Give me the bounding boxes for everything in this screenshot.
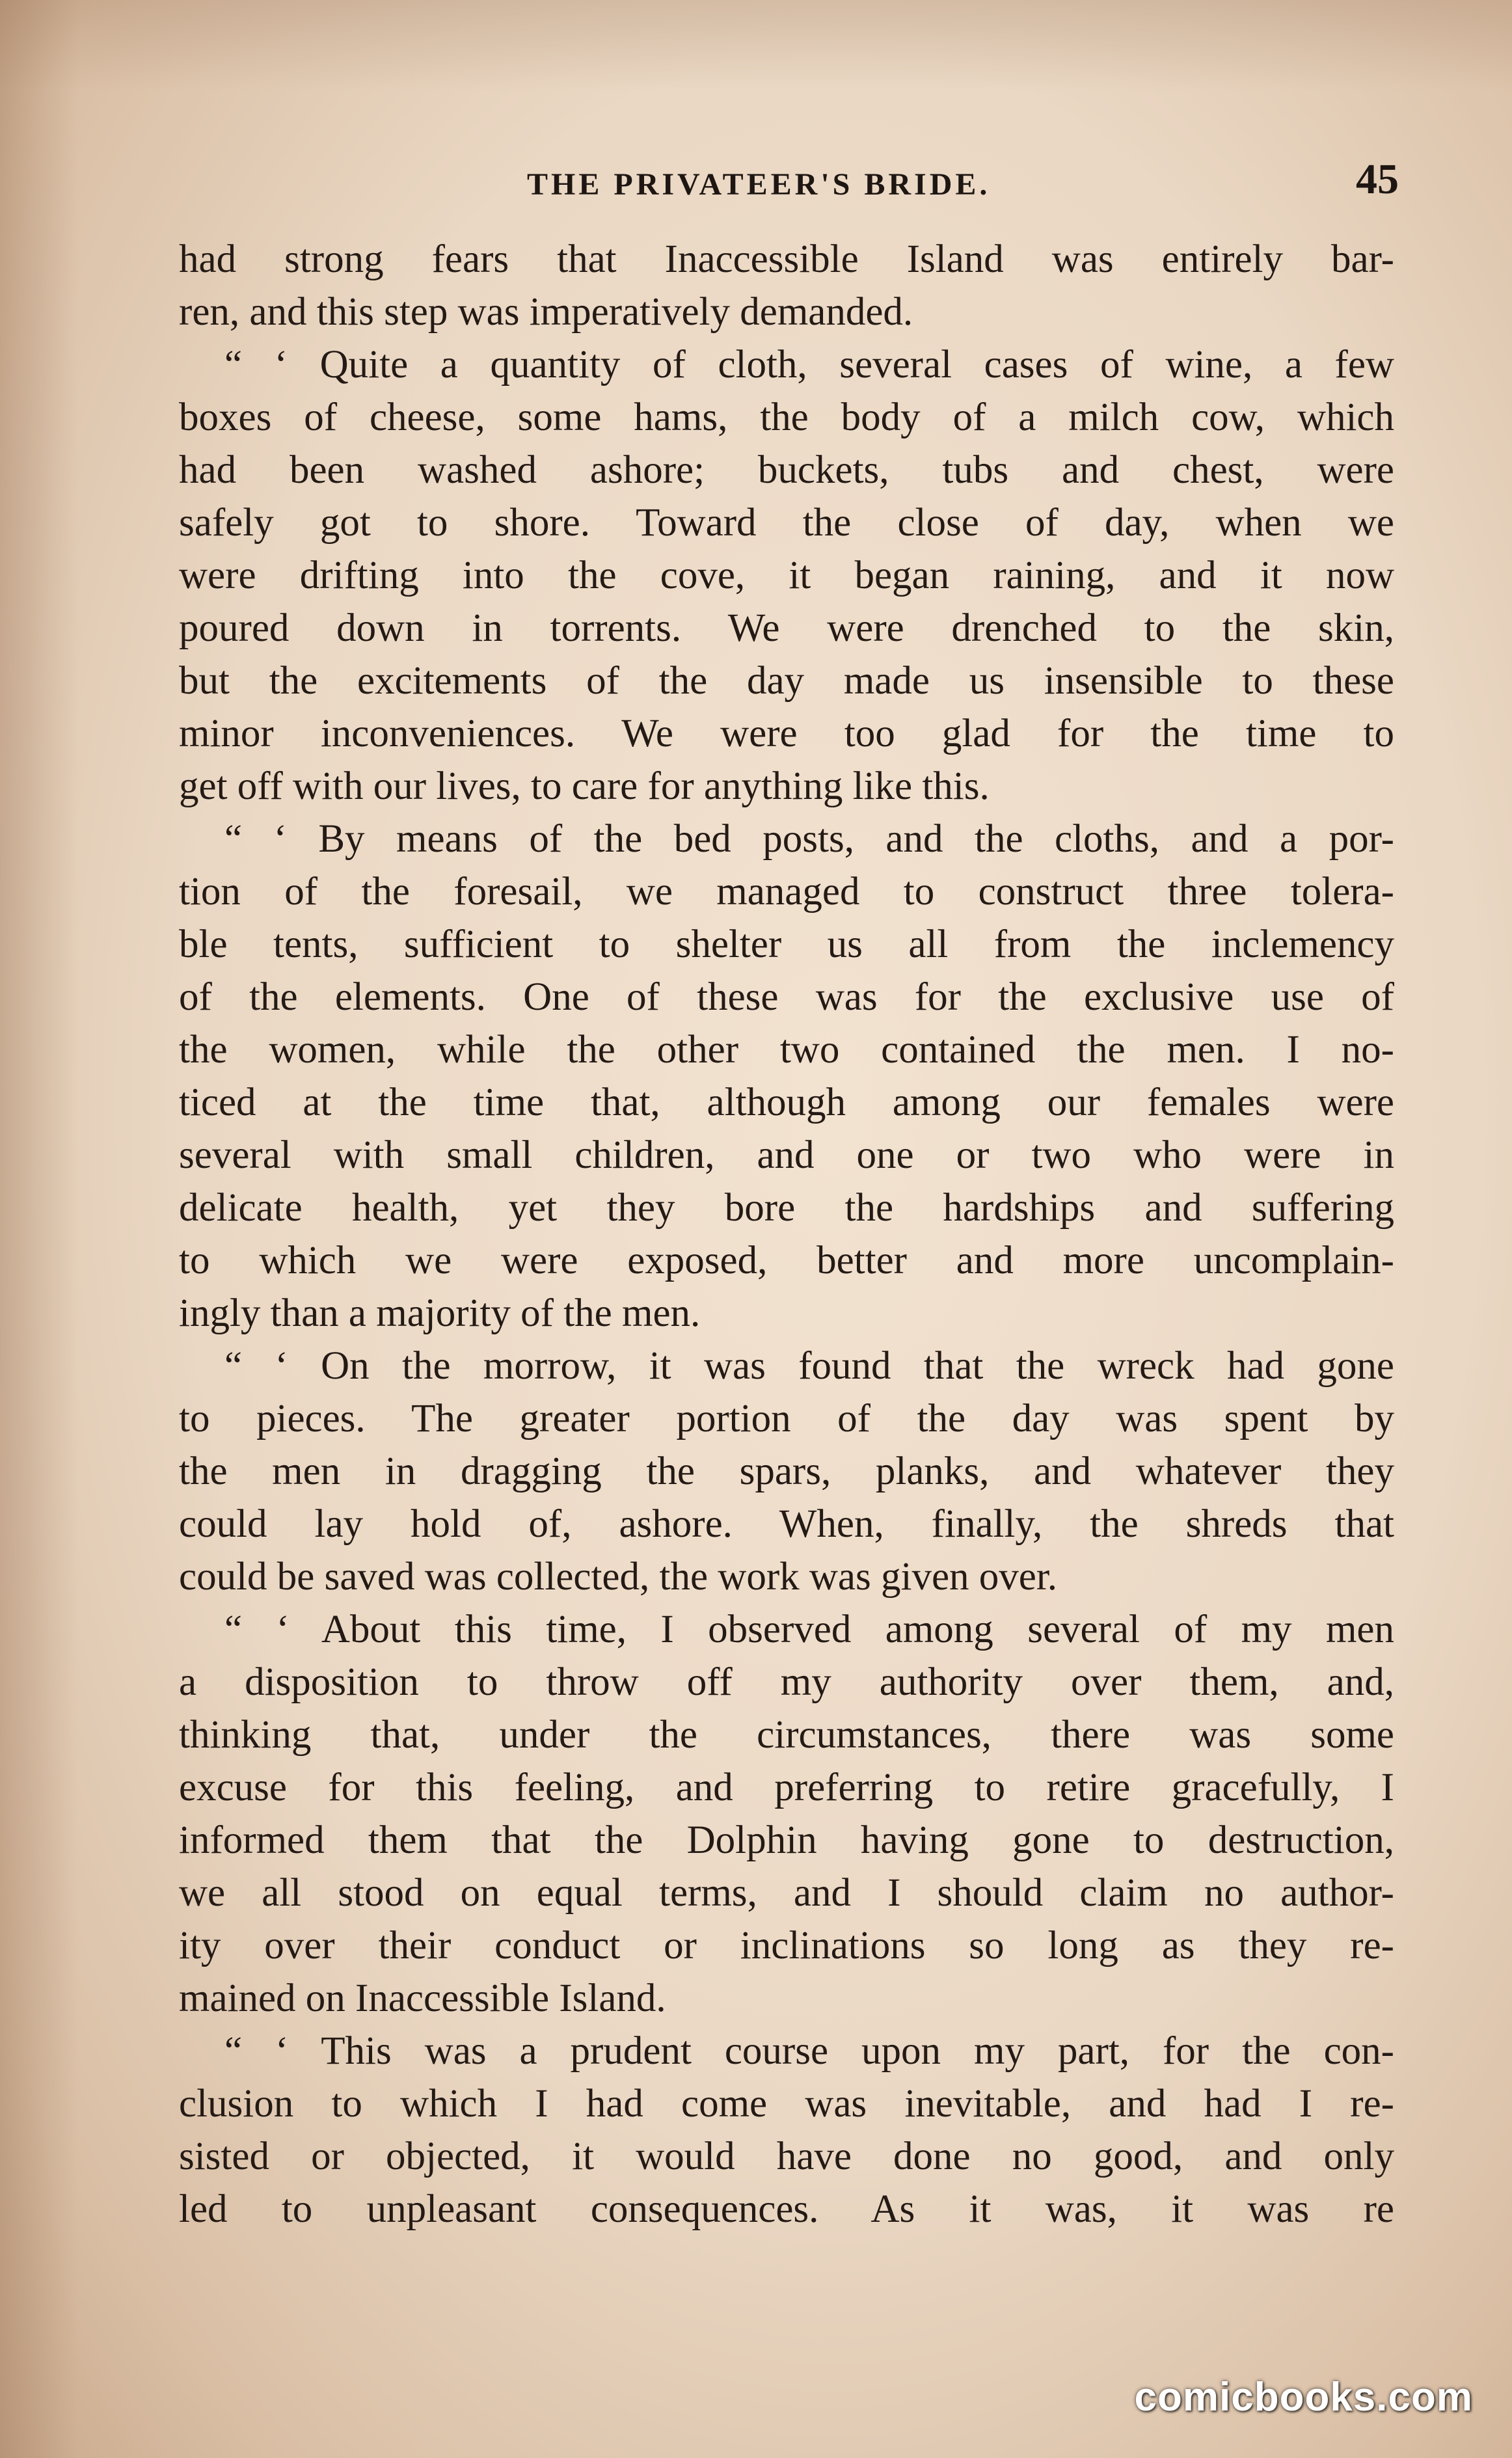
text-line: delicate health, yet they bore the hardships and suffering: [179, 1186, 1394, 1230]
text-line: to pieces. The greater portion of the day was spent by: [179, 1397, 1394, 1440]
text-line: the men in dragging the spars, planks, and whatever they: [179, 1450, 1394, 1493]
text-line: to which we were exposed, better and more uncomplain-: [179, 1239, 1394, 1282]
text-line: had been washed ashore; buckets, tubs and chest, were: [179, 448, 1394, 492]
text-line: could be saved was collected, the work was given over.: [179, 1555, 1058, 1599]
page-top-stain: [0, 0, 1512, 91]
text-line: had strong fears that Inaccessible Island was entirely bar-: [179, 237, 1394, 281]
text-line: sisted or objected, it would have done no good, and only: [179, 2135, 1394, 2178]
text-line: excuse for this feeling, and preferring to retire gracefully, I: [179, 1766, 1394, 1809]
running-title: THE PRIVATEER'S BRIDE.: [527, 167, 991, 202]
page-header: [176, 148, 1412, 207]
text-line: ble tents, sufficient to shelter us all from the inclemency: [179, 923, 1394, 966]
text-line: thinking that, under the circumstances, there was some: [179, 1713, 1394, 1757]
watermark: comicbooks.com: [1134, 2375, 1473, 2420]
text-line: ren, and this step was imperatively demanded.: [179, 290, 913, 334]
text-line: safely got to shore. Toward the close of day, when we: [179, 501, 1394, 545]
text-line: “ ‘ About this time, I observed among several of my men: [224, 1608, 1394, 1651]
text-line: ticed at the time that, although among our females were: [179, 1081, 1394, 1124]
text-line: were drifting into the cove, it began raining, and it now: [179, 554, 1394, 597]
text-line: poured down in torrents. We were drenched to the skin,: [179, 606, 1394, 650]
text-line: “ ‘ Quite a quantity of cloth, several cases of wine, a few: [224, 343, 1394, 386]
page-edge-stain: [0, 0, 78, 2458]
body-text: [179, 233, 1394, 2235]
text-line: informed them that the Dolphin having gone to destruction,: [179, 1818, 1394, 1862]
text-line: minor inconveniences. We were too glad for the time to: [179, 712, 1394, 755]
text-line: tion of the foresail, we managed to construct three tolera-: [179, 870, 1394, 913]
text-line: several with small children, and one or two who were in: [179, 1133, 1394, 1177]
text-line: we all stood on equal terms, and I should claim no author-: [179, 1871, 1394, 1915]
page-number: 45: [1356, 155, 1399, 203]
text-line: ity over their conduct or inclinations so long as they re-: [179, 1924, 1394, 1967]
text-line: but the excitements of the day made us insensible to these: [179, 659, 1394, 703]
text-line: boxes of cheese, some hams, the body of a milch cow, which: [179, 396, 1394, 439]
text-line: get off with our lives, to care for anything like this.: [179, 764, 990, 808]
text-line: a disposition to throw off my authority over them, and,: [179, 1660, 1394, 1704]
text-line: mained on Inaccessible Island.: [179, 1977, 666, 2020]
text-line: led to unpleasant consequences. As it was, it was re: [179, 2187, 1394, 2231]
text-line: of the elements. One of these was for the exclusive use of: [179, 975, 1394, 1019]
text-line: “ ‘ This was a prudent course upon my part, for the con-: [224, 2029, 1394, 2073]
text-line: “ ‘ By means of the bed posts, and the cloths, and a por-: [224, 817, 1394, 861]
text-line: could lay hold of, ashore. When, finally, the shreds that: [179, 1502, 1394, 1546]
text-line: the women, while the other two contained the men. I no-: [179, 1028, 1394, 1072]
text-line: ingly than a majority of the men.: [179, 1291, 701, 1335]
text-line: clusion to which I had come was inevitable, and had I re-: [179, 2082, 1394, 2126]
text-line: “ ‘ On the morrow, it was found that the wreck had gone: [224, 1344, 1394, 1388]
